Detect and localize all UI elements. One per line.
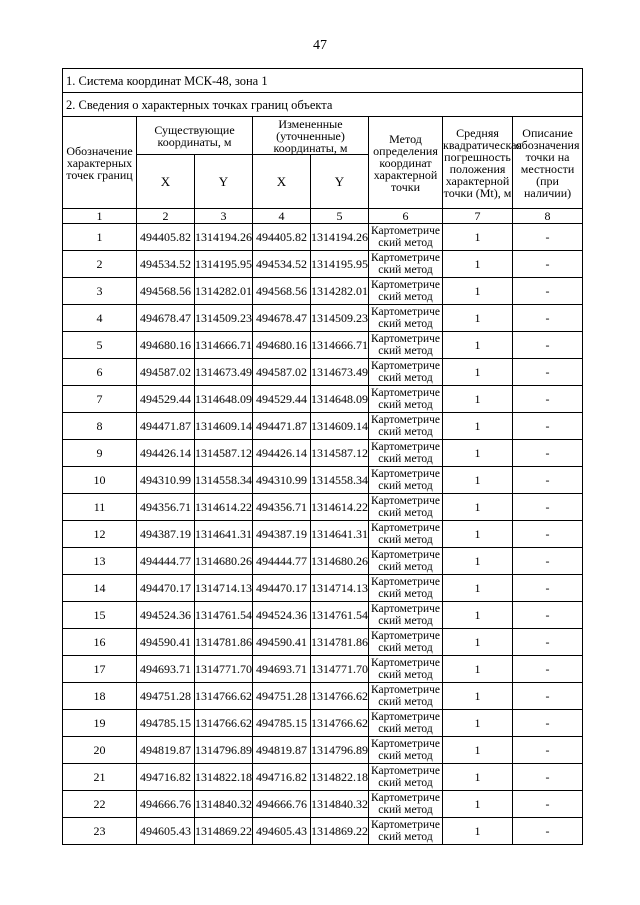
table-row xyxy=(63,764,583,791)
x-changed-cell: 494568.56 xyxy=(253,278,311,305)
header-description: Описание обозначения точки на местности (при наличии) xyxy=(513,117,583,209)
description-cell: - xyxy=(513,791,583,818)
y-existing-cell: 1314194.26 xyxy=(195,224,253,251)
method-cell: Картометрический метод xyxy=(369,494,443,521)
x-existing-cell: 494751.28 xyxy=(137,683,195,710)
x-changed-cell: 494426.14 xyxy=(253,440,311,467)
point-number-cell: 23 xyxy=(63,818,137,845)
method-cell: Картометрический метод xyxy=(369,602,443,629)
x-changed-cell: 494716.82 xyxy=(253,764,311,791)
table-row xyxy=(63,494,583,521)
error-value-cell: 1 xyxy=(443,413,513,440)
x-changed-cell: 494524.36 xyxy=(253,602,311,629)
error-value-cell: 1 xyxy=(443,548,513,575)
point-number-cell: 2 xyxy=(63,251,137,278)
header-y-changed: Y xyxy=(311,155,369,209)
x-existing-cell: 494680.16 xyxy=(137,332,195,359)
header-x-changed: X xyxy=(253,155,311,209)
x-existing-cell: 494310.99 xyxy=(137,467,195,494)
header-designation: Обозначение характерных точек границ xyxy=(63,117,137,209)
table-row xyxy=(63,386,583,413)
point-number-cell: 22 xyxy=(63,791,137,818)
error-value-cell: 1 xyxy=(443,305,513,332)
method-cell: Картометрический метод xyxy=(369,332,443,359)
method-cell: Картометрический метод xyxy=(369,791,443,818)
table-row xyxy=(63,818,583,845)
description-cell: - xyxy=(513,440,583,467)
method-cell: Картометрический метод xyxy=(369,737,443,764)
error-value-cell: 1 xyxy=(443,224,513,251)
y-changed-cell: 1314648.09 xyxy=(311,386,369,413)
error-value-cell: 1 xyxy=(443,251,513,278)
table-row xyxy=(63,548,583,575)
description-cell: - xyxy=(513,332,583,359)
y-existing-cell: 1314840.32 xyxy=(195,791,253,818)
x-existing-cell: 494426.14 xyxy=(137,440,195,467)
header-method: Метод определения координат характерной точки xyxy=(369,117,443,209)
x-existing-cell: 494470.17 xyxy=(137,575,195,602)
point-number-cell: 7 xyxy=(63,386,137,413)
x-existing-cell: 494716.82 xyxy=(137,764,195,791)
error-value-cell: 1 xyxy=(443,791,513,818)
y-existing-cell: 1314641.31 xyxy=(195,521,253,548)
column-number: 8 xyxy=(513,209,583,224)
point-number-cell: 14 xyxy=(63,575,137,602)
y-existing-cell: 1314195.95 xyxy=(195,251,253,278)
header-y-existing: Y xyxy=(195,155,253,209)
table-row xyxy=(63,251,583,278)
y-changed-cell: 1314666.71 xyxy=(311,332,369,359)
error-value-cell: 1 xyxy=(443,575,513,602)
table-row xyxy=(63,710,583,737)
method-cell: Картометрический метод xyxy=(369,521,443,548)
x-changed-cell: 494587.02 xyxy=(253,359,311,386)
x-existing-cell: 494444.77 xyxy=(137,548,195,575)
method-cell: Картометрический метод xyxy=(369,467,443,494)
y-existing-cell: 1314509.23 xyxy=(195,305,253,332)
y-changed-cell: 1314587.12 xyxy=(311,440,369,467)
error-value-cell: 1 xyxy=(443,629,513,656)
y-existing-cell: 1314766.62 xyxy=(195,710,253,737)
y-changed-cell: 1314558.34 xyxy=(311,467,369,494)
column-number: 5 xyxy=(311,209,369,224)
y-changed-cell: 1314195.95 xyxy=(311,251,369,278)
point-number-cell: 5 xyxy=(63,332,137,359)
table-row xyxy=(63,521,583,548)
y-changed-cell: 1314714.13 xyxy=(311,575,369,602)
y-existing-cell: 1314796.89 xyxy=(195,737,253,764)
method-cell: Картометрический метод xyxy=(369,575,443,602)
y-existing-cell: 1314766.62 xyxy=(195,683,253,710)
description-cell: - xyxy=(513,629,583,656)
y-existing-cell: 1314587.12 xyxy=(195,440,253,467)
method-cell: Картометрический метод xyxy=(369,548,443,575)
description-cell: - xyxy=(513,683,583,710)
y-existing-cell: 1314761.54 xyxy=(195,602,253,629)
error-value-cell: 1 xyxy=(443,440,513,467)
method-cell: Картометрический метод xyxy=(369,278,443,305)
point-number-cell: 12 xyxy=(63,521,137,548)
description-cell: - xyxy=(513,494,583,521)
table-row xyxy=(63,683,583,710)
table-row xyxy=(63,737,583,764)
y-existing-cell: 1314558.34 xyxy=(195,467,253,494)
x-existing-cell: 494666.76 xyxy=(137,791,195,818)
table-row xyxy=(63,332,583,359)
point-number-cell: 13 xyxy=(63,548,137,575)
x-changed-cell: 494405.82 xyxy=(253,224,311,251)
description-cell: - xyxy=(513,656,583,683)
x-existing-cell: 494785.15 xyxy=(137,710,195,737)
point-number-cell: 6 xyxy=(63,359,137,386)
description-cell: - xyxy=(513,575,583,602)
table-row xyxy=(63,359,583,386)
y-changed-cell: 1314822.18 xyxy=(311,764,369,791)
x-existing-cell: 494568.56 xyxy=(137,278,195,305)
error-value-cell: 1 xyxy=(443,764,513,791)
method-cell: Картометрический метод xyxy=(369,656,443,683)
error-value-cell: 1 xyxy=(443,683,513,710)
description-cell: - xyxy=(513,467,583,494)
description-cell: - xyxy=(513,818,583,845)
error-value-cell: 1 xyxy=(443,359,513,386)
table-row xyxy=(63,305,583,332)
table-row xyxy=(63,791,583,818)
point-number-cell: 20 xyxy=(63,737,137,764)
y-changed-cell: 1314194.26 xyxy=(311,224,369,251)
column-number: 3 xyxy=(195,209,253,224)
y-changed-cell: 1314766.62 xyxy=(311,710,369,737)
description-cell: - xyxy=(513,278,583,305)
x-changed-cell: 494605.43 xyxy=(253,818,311,845)
point-number-cell: 1 xyxy=(63,224,137,251)
y-existing-cell: 1314282.01 xyxy=(195,278,253,305)
error-value-cell: 1 xyxy=(443,818,513,845)
error-value-cell: 1 xyxy=(443,332,513,359)
method-cell: Картометрический метод xyxy=(369,440,443,467)
x-existing-cell: 494356.71 xyxy=(137,494,195,521)
column-number: 7 xyxy=(443,209,513,224)
x-existing-cell: 494529.44 xyxy=(137,386,195,413)
description-cell: - xyxy=(513,710,583,737)
column-number: 6 xyxy=(369,209,443,224)
description-cell: - xyxy=(513,251,583,278)
description-cell: - xyxy=(513,737,583,764)
error-value-cell: 1 xyxy=(443,737,513,764)
y-changed-cell: 1314766.62 xyxy=(311,683,369,710)
y-changed-cell: 1314771.70 xyxy=(311,656,369,683)
y-changed-cell: 1314282.01 xyxy=(311,278,369,305)
description-cell: - xyxy=(513,413,583,440)
x-existing-cell: 494819.87 xyxy=(137,737,195,764)
point-number-cell: 15 xyxy=(63,602,137,629)
x-existing-cell: 494387.19 xyxy=(137,521,195,548)
method-cell: Картометрический метод xyxy=(369,359,443,386)
boundary-points-table xyxy=(62,68,583,845)
point-number-cell: 16 xyxy=(63,629,137,656)
error-value-cell: 1 xyxy=(443,710,513,737)
point-number-cell: 18 xyxy=(63,683,137,710)
y-changed-cell: 1314614.22 xyxy=(311,494,369,521)
error-value-cell: 1 xyxy=(443,602,513,629)
column-number: 4 xyxy=(253,209,311,224)
x-changed-cell: 494590.41 xyxy=(253,629,311,656)
y-changed-cell: 1314840.32 xyxy=(311,791,369,818)
y-changed-cell: 1314796.89 xyxy=(311,737,369,764)
x-changed-cell: 494444.77 xyxy=(253,548,311,575)
x-changed-cell: 494471.87 xyxy=(253,413,311,440)
method-cell: Картометрический метод xyxy=(369,413,443,440)
x-changed-cell: 494751.28 xyxy=(253,683,311,710)
header-x-existing: X xyxy=(137,155,195,209)
x-existing-cell: 494405.82 xyxy=(137,224,195,251)
column-number: 1 xyxy=(63,209,137,224)
error-value-cell: 1 xyxy=(443,386,513,413)
x-changed-cell: 494680.16 xyxy=(253,332,311,359)
y-existing-cell: 1314666.71 xyxy=(195,332,253,359)
x-changed-cell: 494470.17 xyxy=(253,575,311,602)
table-row xyxy=(63,278,583,305)
column-number-row xyxy=(63,209,583,224)
error-value-cell: 1 xyxy=(443,467,513,494)
method-cell: Картометрический метод xyxy=(369,710,443,737)
point-number-cell: 3 xyxy=(63,278,137,305)
method-cell: Картометрический метод xyxy=(369,629,443,656)
x-existing-cell: 494693.71 xyxy=(137,656,195,683)
y-existing-cell: 1314869.22 xyxy=(195,818,253,845)
x-changed-cell: 494678.47 xyxy=(253,305,311,332)
x-changed-cell: 494534.52 xyxy=(253,251,311,278)
y-changed-cell: 1314781.86 xyxy=(311,629,369,656)
description-cell: - xyxy=(513,386,583,413)
section-title: 2. Сведения о характерных точках границ объекта xyxy=(63,93,583,117)
error-value-cell: 1 xyxy=(443,494,513,521)
coordinate-system-line: 1. Система координат МСК-48, зона 1 xyxy=(63,69,583,93)
method-cell: Картометрический метод xyxy=(369,386,443,413)
page-number: 47 xyxy=(313,38,327,53)
point-number-cell: 8 xyxy=(63,413,137,440)
point-number-cell: 17 xyxy=(63,656,137,683)
x-changed-cell: 494310.99 xyxy=(253,467,311,494)
y-changed-cell: 1314869.22 xyxy=(311,818,369,845)
y-existing-cell: 1314822.18 xyxy=(195,764,253,791)
description-cell: - xyxy=(513,764,583,791)
y-changed-cell: 1314761.54 xyxy=(311,602,369,629)
y-existing-cell: 1314609.14 xyxy=(195,413,253,440)
error-value-cell: 1 xyxy=(443,278,513,305)
table-row xyxy=(63,413,583,440)
x-changed-cell: 494529.44 xyxy=(253,386,311,413)
point-number-cell: 21 xyxy=(63,764,137,791)
header-changed-coords: Измененные (уточненные) координаты, м xyxy=(253,117,369,155)
table-row xyxy=(63,467,583,494)
point-number-cell: 19 xyxy=(63,710,137,737)
method-cell: Картометрический метод xyxy=(369,764,443,791)
y-existing-cell: 1314714.13 xyxy=(195,575,253,602)
method-cell: Картометрический метод xyxy=(369,818,443,845)
y-existing-cell: 1314614.22 xyxy=(195,494,253,521)
header-error: Средняя квадратическая погрешность положения характерной точки (Mt), м xyxy=(443,117,513,209)
table-row xyxy=(63,656,583,683)
y-changed-cell: 1314509.23 xyxy=(311,305,369,332)
description-cell: - xyxy=(513,359,583,386)
x-existing-cell: 494678.47 xyxy=(137,305,195,332)
y-existing-cell: 1314771.70 xyxy=(195,656,253,683)
description-cell: - xyxy=(513,602,583,629)
y-existing-cell: 1314781.86 xyxy=(195,629,253,656)
y-existing-cell: 1314673.49 xyxy=(195,359,253,386)
column-number: 2 xyxy=(137,209,195,224)
error-value-cell: 1 xyxy=(443,656,513,683)
description-cell: - xyxy=(513,224,583,251)
y-existing-cell: 1314680.26 xyxy=(195,548,253,575)
method-cell: Картометрический метод xyxy=(369,224,443,251)
y-changed-cell: 1314609.14 xyxy=(311,413,369,440)
x-existing-cell: 494534.52 xyxy=(137,251,195,278)
y-changed-cell: 1314641.31 xyxy=(311,521,369,548)
description-cell: - xyxy=(513,521,583,548)
method-cell: Картометрический метод xyxy=(369,305,443,332)
y-existing-cell: 1314648.09 xyxy=(195,386,253,413)
table-row xyxy=(63,224,583,251)
description-cell: - xyxy=(513,305,583,332)
x-existing-cell: 494524.36 xyxy=(137,602,195,629)
x-changed-cell: 494819.87 xyxy=(253,737,311,764)
y-changed-cell: 1314673.49 xyxy=(311,359,369,386)
x-changed-cell: 494356.71 xyxy=(253,494,311,521)
table-row xyxy=(63,575,583,602)
header-existing-coords: Существующие координаты, м xyxy=(137,117,253,155)
x-existing-cell: 494605.43 xyxy=(137,818,195,845)
x-existing-cell: 494590.41 xyxy=(137,629,195,656)
method-cell: Картометрический метод xyxy=(369,683,443,710)
description-cell: - xyxy=(513,548,583,575)
x-existing-cell: 494587.02 xyxy=(137,359,195,386)
y-changed-cell: 1314680.26 xyxy=(311,548,369,575)
table-row xyxy=(63,629,583,656)
point-number-cell: 4 xyxy=(63,305,137,332)
point-number-cell: 11 xyxy=(63,494,137,521)
point-number-cell: 9 xyxy=(63,440,137,467)
x-changed-cell: 494785.15 xyxy=(253,710,311,737)
method-cell: Картометрический метод xyxy=(369,251,443,278)
x-changed-cell: 494387.19 xyxy=(253,521,311,548)
x-existing-cell: 494471.87 xyxy=(137,413,195,440)
x-changed-cell: 494693.71 xyxy=(253,656,311,683)
point-number-cell: 10 xyxy=(63,467,137,494)
table-row xyxy=(63,440,583,467)
x-changed-cell: 494666.76 xyxy=(253,791,311,818)
error-value-cell: 1 xyxy=(443,521,513,548)
table-row xyxy=(63,602,583,629)
